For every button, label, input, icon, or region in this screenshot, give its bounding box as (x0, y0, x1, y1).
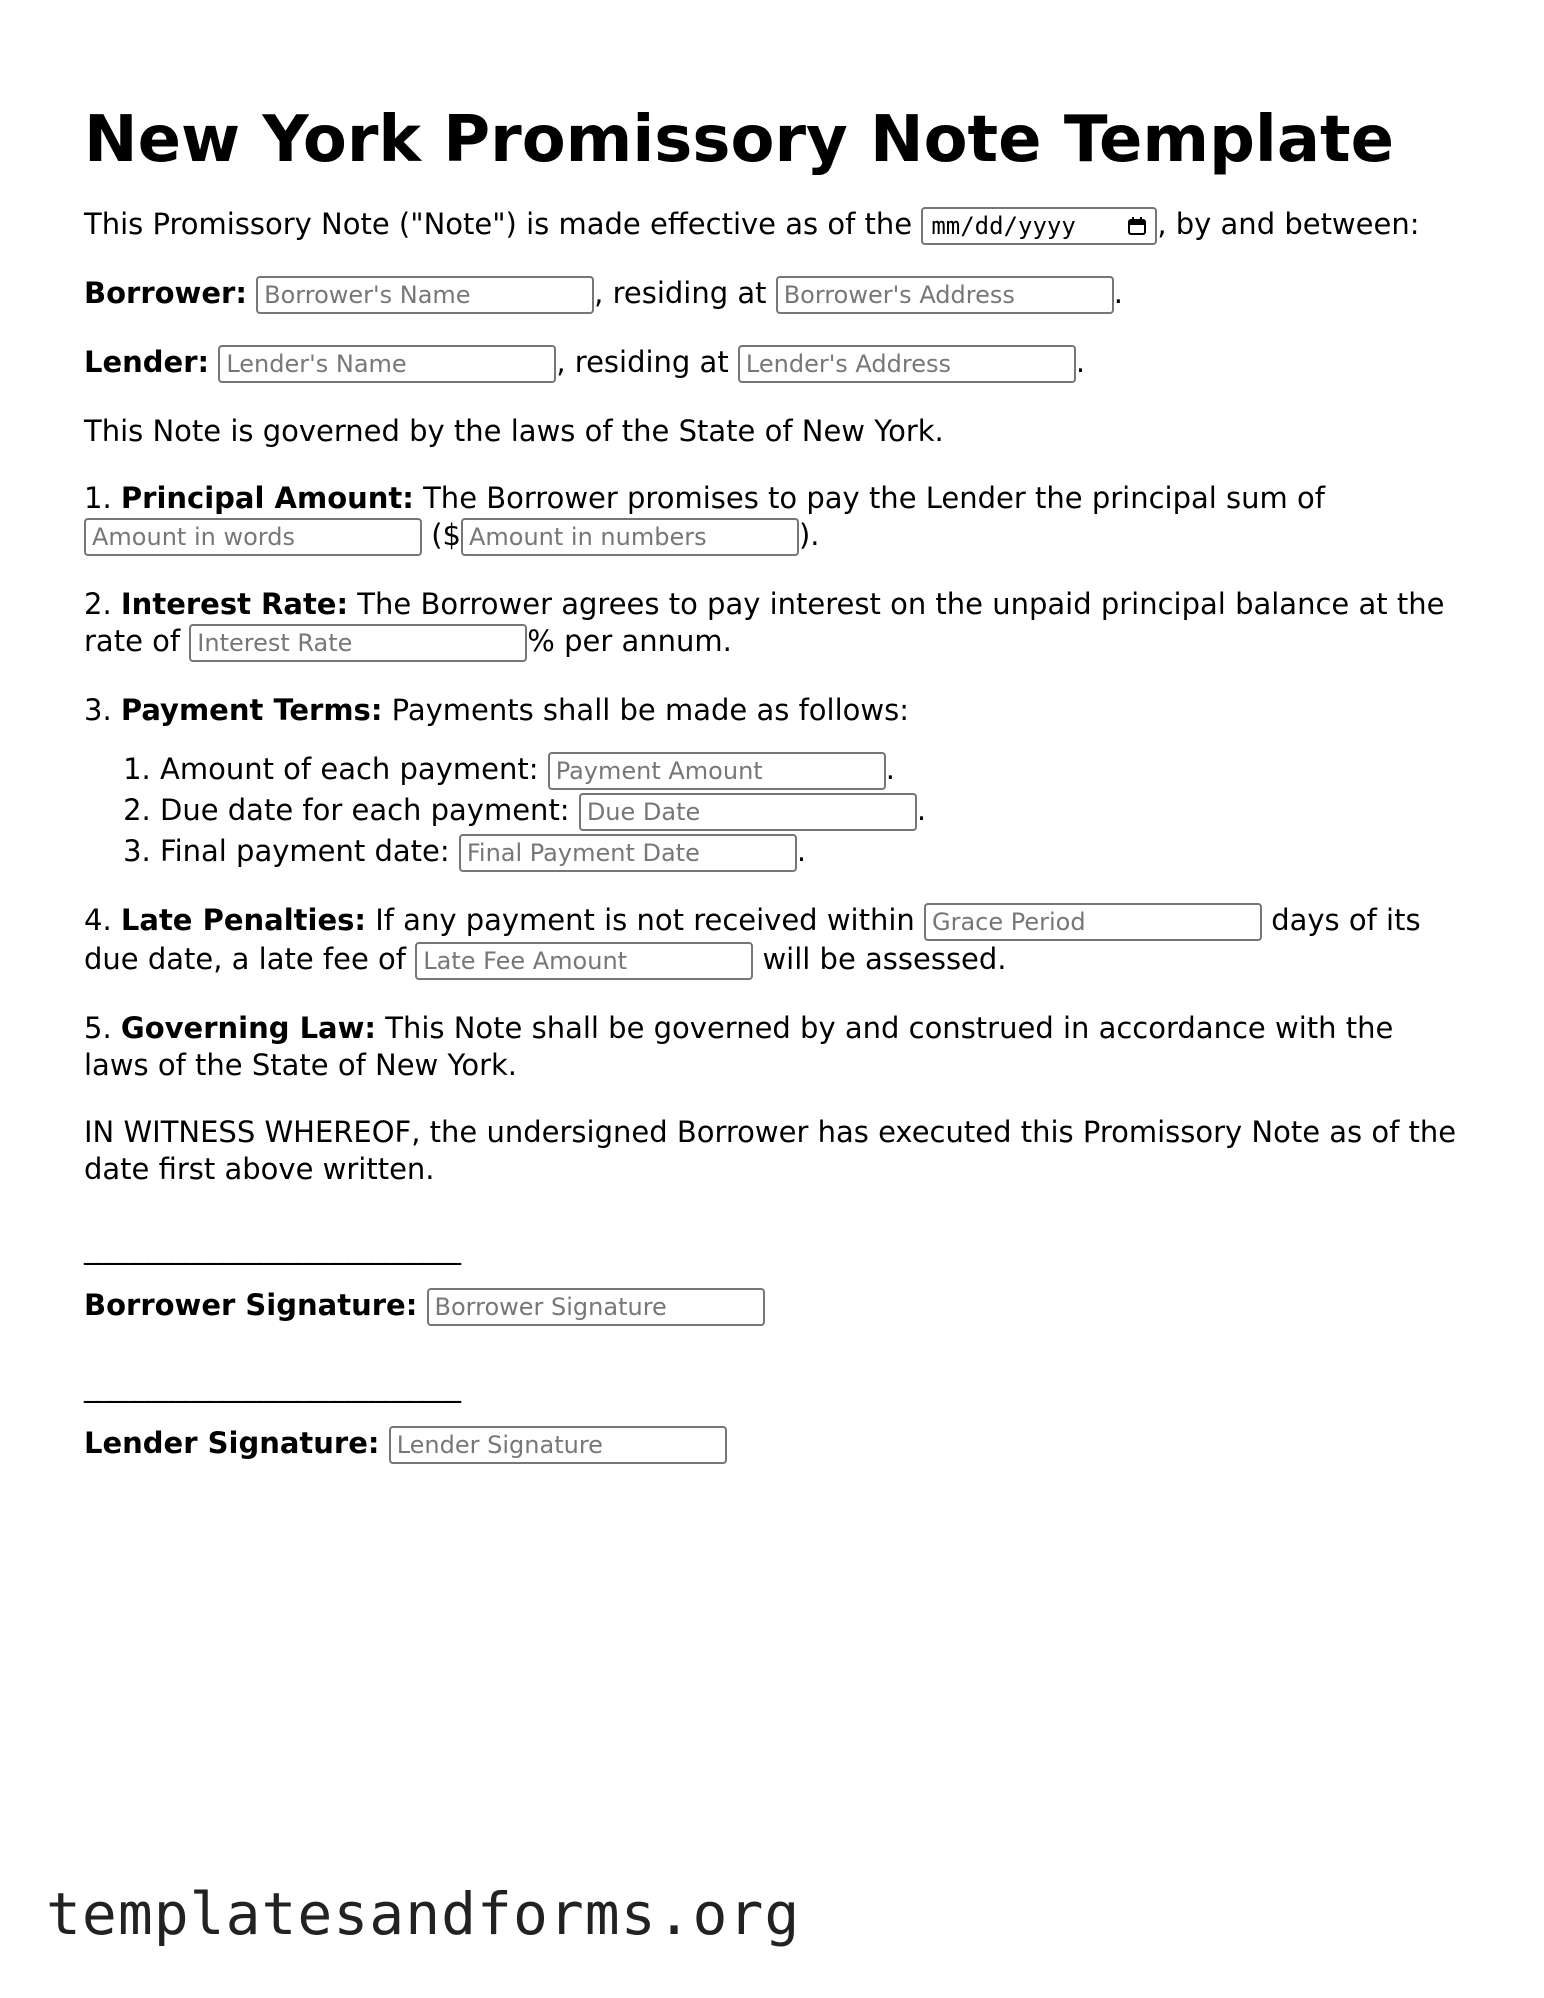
interest-text: The Borrower agrees to pay interest on the unpaid principal balance at the rate of (84, 587, 1445, 658)
amount-numbers-input[interactable] (461, 518, 799, 556)
principal-close: ). (798, 518, 820, 552)
borrower-label: Borrower: (84, 276, 247, 310)
borrower-paragraph (84, 275, 1464, 314)
law-number: 5. (84, 1011, 112, 1045)
interest-number: 2. (84, 587, 112, 621)
late-label: Late Penalties: (120, 903, 366, 937)
grace-period-input[interactable] (924, 903, 1262, 941)
borrower-signature-row (84, 1287, 1464, 1326)
due-date-input[interactable] (579, 793, 917, 831)
interest-rate-input[interactable] (189, 624, 527, 662)
intro-paragraph (84, 206, 1464, 245)
borrower-end: . (1113, 276, 1123, 310)
lender-signature-row (84, 1425, 1464, 1464)
payment-amount-input[interactable] (548, 752, 886, 790)
lender-name-input[interactable] (218, 345, 556, 383)
governed-statement: This Note is governed by the laws of the State of New York. (84, 414, 944, 448)
final-payment-label: Final payment date: (160, 834, 450, 868)
payment-text: Payments shall be made as follows: (391, 693, 909, 727)
payment-number: 3. (84, 693, 112, 727)
late-number: 4. (84, 903, 112, 937)
borrower-signature-line: ______________________________ (84, 1231, 459, 1265)
document-page (84, 100, 1464, 1494)
principal-paragraph (84, 480, 1464, 556)
list-item (160, 792, 1464, 831)
effective-date-input[interactable] (921, 207, 1157, 245)
due-date-label: Due date for each payment: (160, 793, 570, 827)
interest-label: Interest Rate: (120, 587, 349, 621)
principal-text: The Borrower promises to pay the Lender the principal sum of (423, 481, 1325, 515)
payment-amount-end: . (885, 752, 895, 786)
borrower-name-input[interactable] (256, 276, 594, 314)
list-item (160, 833, 1464, 872)
list-item (160, 751, 1464, 790)
borrower-signature-input[interactable] (427, 1288, 765, 1326)
lender-paragraph (84, 344, 1464, 383)
law-label: Governing Law: (120, 1011, 377, 1045)
witness-paragraph: IN WITNESS WHEREOF, the undersigned Borrower has executed this Promissory Note as of the date first above written. (84, 1115, 1457, 1186)
late-penalties-paragraph (84, 902, 1464, 980)
payment-amount-label: Amount of each payment: (160, 752, 539, 786)
final-payment-end: . (796, 834, 807, 868)
payment-terms-list (84, 751, 1464, 872)
lender-address-input[interactable] (738, 345, 1076, 383)
governing-law-paragraph (84, 1010, 1464, 1084)
principal-label: Principal Amount: (120, 481, 414, 515)
lender-signature-line: ______________________________ (84, 1369, 459, 1403)
late-middle: days of its due date, a late fee of (84, 903, 1421, 976)
final-payment-date-input[interactable] (459, 834, 797, 872)
amount-words-input[interactable] (84, 518, 422, 556)
late-fee-input[interactable] (415, 942, 753, 980)
lender-residing-text: , residing at (556, 345, 729, 379)
borrower-signature-label: Borrower Signature: (84, 1288, 418, 1322)
lender-end: . (1075, 345, 1086, 379)
page-title: New York Promissory Note Template (84, 103, 1394, 177)
principal-number: 1. (84, 481, 112, 515)
date-placeholder: mm/dd/yyyy (931, 211, 1076, 240)
law-text: This Note shall be governed by and construed in accordance with the laws of the State of New York. (84, 1011, 1394, 1082)
lender-signature-input[interactable] (389, 1426, 727, 1464)
borrower-address-input[interactable] (776, 276, 1114, 314)
principal-open: ($ (431, 518, 461, 552)
intro-text-end: , by and between: (1157, 207, 1420, 241)
site-watermark: templatesandforms.org (46, 1880, 801, 1948)
calendar-icon[interactable] (1127, 216, 1147, 236)
lender-label: Lender: (84, 345, 210, 379)
payment-label: Payment Terms: (120, 693, 383, 727)
payment-paragraph (84, 692, 1464, 729)
late-text: If any payment is not received within (375, 903, 915, 937)
intro-text: This Promissory Note ("Note") is made effective as of the (84, 207, 913, 241)
interest-after: % per annum. (527, 624, 732, 658)
late-end: will be assessed. (762, 942, 1007, 976)
lender-signature-label: Lender Signature: (84, 1426, 380, 1460)
borrower-residing-text: , residing at (594, 276, 767, 310)
due-date-end: . (916, 793, 927, 827)
interest-paragraph (84, 586, 1464, 662)
